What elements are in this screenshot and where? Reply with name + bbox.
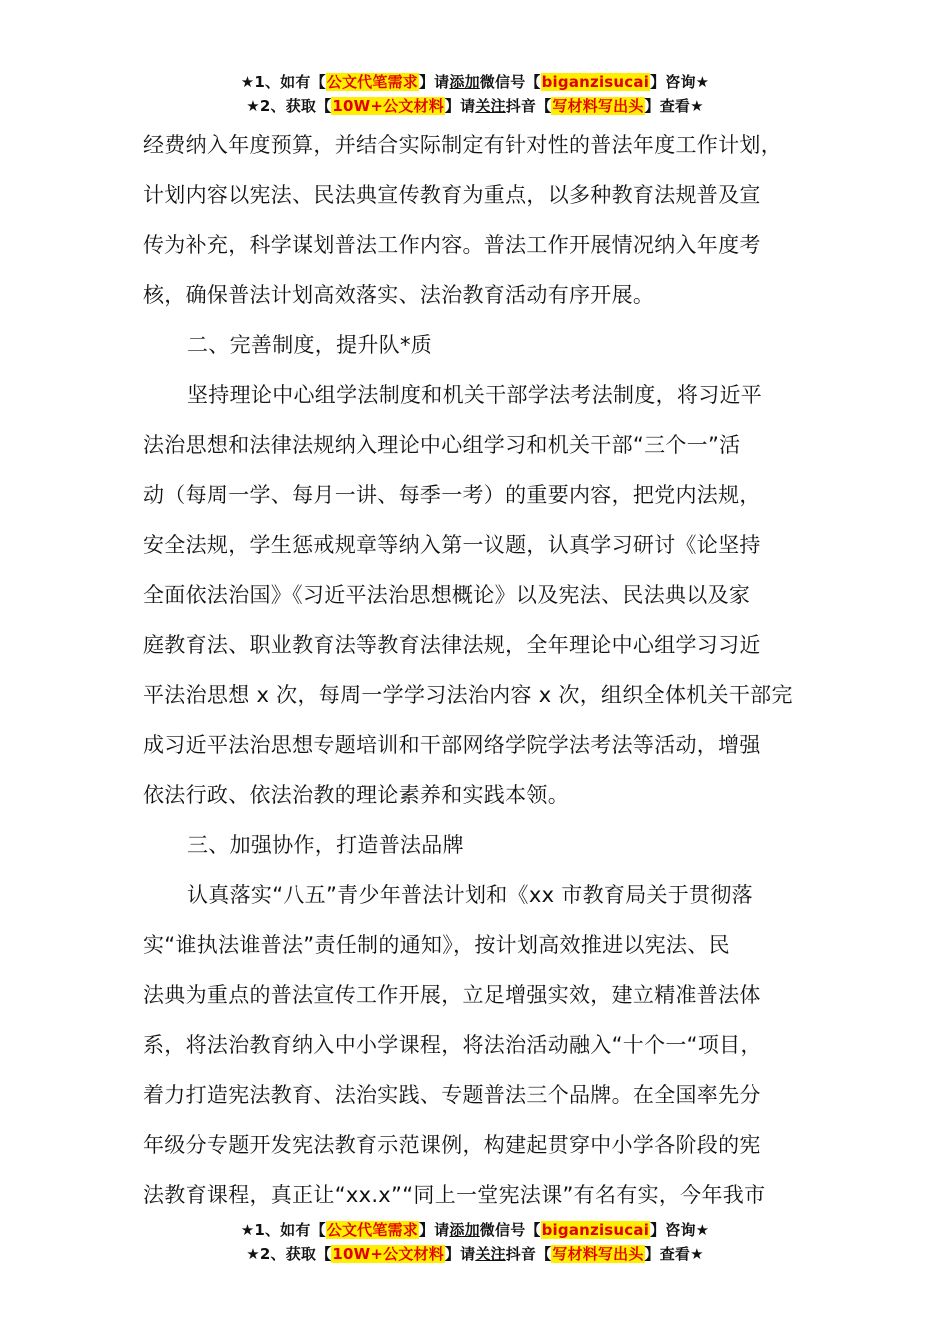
banner-text: ★2、获取【 [246, 97, 332, 115]
body-line: 计划内容以宪法、民法典宣传教育为重点，以多种教育法规普及宣 [143, 183, 761, 207]
body-line: 依法行政、依法治教的理论素养和实践本领。 [143, 783, 569, 807]
body-line: 系，将法治教育纳入中小学课程，将法治活动融入“十个一“项目， [143, 1033, 762, 1057]
body-line: 核，确保普法计划高效落实、法治教育活动有序开展。 [143, 283, 655, 307]
body-line: 传为补充，科学谋划普法工作内容。普法工作开展情况纳入年度考 [143, 233, 761, 257]
section-heading: 三、加强协作，打造普法品牌 [187, 833, 464, 857]
banner-text: 】请 [444, 1245, 476, 1263]
banner-text: 抖音【 [505, 97, 552, 115]
body-line: 年级分专题开发宪法教育示范课例，构建起贯穿中小学各阶段的宪 [143, 1133, 761, 1157]
body-line: 法治思想和法律法规纳入理论中心组学习和机关干部“三个一”活 [143, 433, 741, 457]
highlight-service: 公文代笔需求 [326, 1221, 418, 1239]
highlight-wechat-id: biganzisucai [541, 73, 650, 91]
body-line: 经费纳入年度预算，并结合实际制定有针对性的普法年度工作计划， [143, 133, 782, 157]
banner-text: 微信号【 [479, 73, 541, 91]
highlight-douyin-account: 写材料写出头 [552, 97, 644, 115]
document-body [143, 120, 833, 1220]
banner-underlined-text: 关注 [475, 97, 506, 115]
banner-text: 抖音【 [505, 1245, 552, 1263]
banner-text: 】咨询★ [650, 73, 710, 91]
header-banner [0, 70, 950, 118]
banner-text: 】请 [444, 97, 476, 115]
body-line: 认真落实“八五”青少年普法计划和《xx 市教育局关于贯彻落 [187, 883, 753, 907]
body-line: 法典为重点的普法宣传工作开展，立足增强实效，建立精准普法体 [143, 983, 761, 1007]
highlight-douyin-account: 写材料写出头 [552, 1245, 644, 1263]
footer-banner [0, 1218, 950, 1266]
body-line: 安全法规，学生惩戒规章等纳入第一议题，认真学习研讨《论坚持 [143, 533, 761, 557]
banner-line-2 [0, 1242, 950, 1266]
banner-line-2 [0, 94, 950, 118]
highlight-service: 公文代笔需求 [326, 73, 418, 91]
banner-text: 】请 [418, 1221, 450, 1239]
body-line: 法教育课程，真正让“xx.x”“同上一堂宪法课”有名有实，今年我市 [143, 1183, 766, 1207]
body-line: 着力打造宪法教育、法治实践、专题普法三个品牌。在全国率先分 [143, 1083, 761, 1107]
body-line: 坚持理论中心组学法制度和机关干部学法考法制度，将习近平 [187, 383, 763, 407]
body-line: 实“谁执法谁普法”责任制的通知》，按计划高效推进以宪法、民 [143, 933, 730, 957]
banner-text: 】查看★ [644, 97, 704, 115]
banner-underlined-text: 关注 [475, 1245, 506, 1263]
body-line: 平法治思想 x 次，每周一学学习法治内容 x 次，组织全体机关干部完 [143, 683, 793, 707]
highlight-wechat-id: biganzisucai [541, 1221, 650, 1239]
banner-text: 】咨询★ [650, 1221, 710, 1239]
banner-text: 】查看★ [644, 1245, 704, 1263]
highlight-materials: 10W+公文材料 [332, 1245, 444, 1263]
banner-text: 】请 [418, 73, 450, 91]
banner-line-1 [0, 70, 950, 94]
banner-underlined-text: 添加 [449, 1221, 480, 1239]
body-line: 庭教育法、职业教育法等教育法律法规，全年理论中心组学习习近 [143, 633, 761, 657]
section-heading: 二、完善制度，提升队*质 [187, 333, 433, 357]
banner-text: ★2、获取【 [246, 1245, 332, 1263]
highlight-materials: 10W+公文材料 [332, 97, 444, 115]
body-line: 动（每周一学、每月一讲、每季一考）的重要内容，把党内法规， [143, 483, 761, 507]
banner-line-1 [0, 1218, 950, 1242]
body-line: 全面依法治国》《习近平法治思想概论》以及宪法、民法典以及家 [143, 583, 751, 607]
body-line: 成习近平法治思想专题培训和干部网络学院学法考法等活动，增强 [143, 733, 761, 757]
banner-text: 微信号【 [479, 1221, 541, 1239]
banner-underlined-text: 添加 [449, 73, 480, 91]
banner-text: ★1、如有【 [240, 73, 326, 91]
banner-text: ★1、如有【 [240, 1221, 326, 1239]
